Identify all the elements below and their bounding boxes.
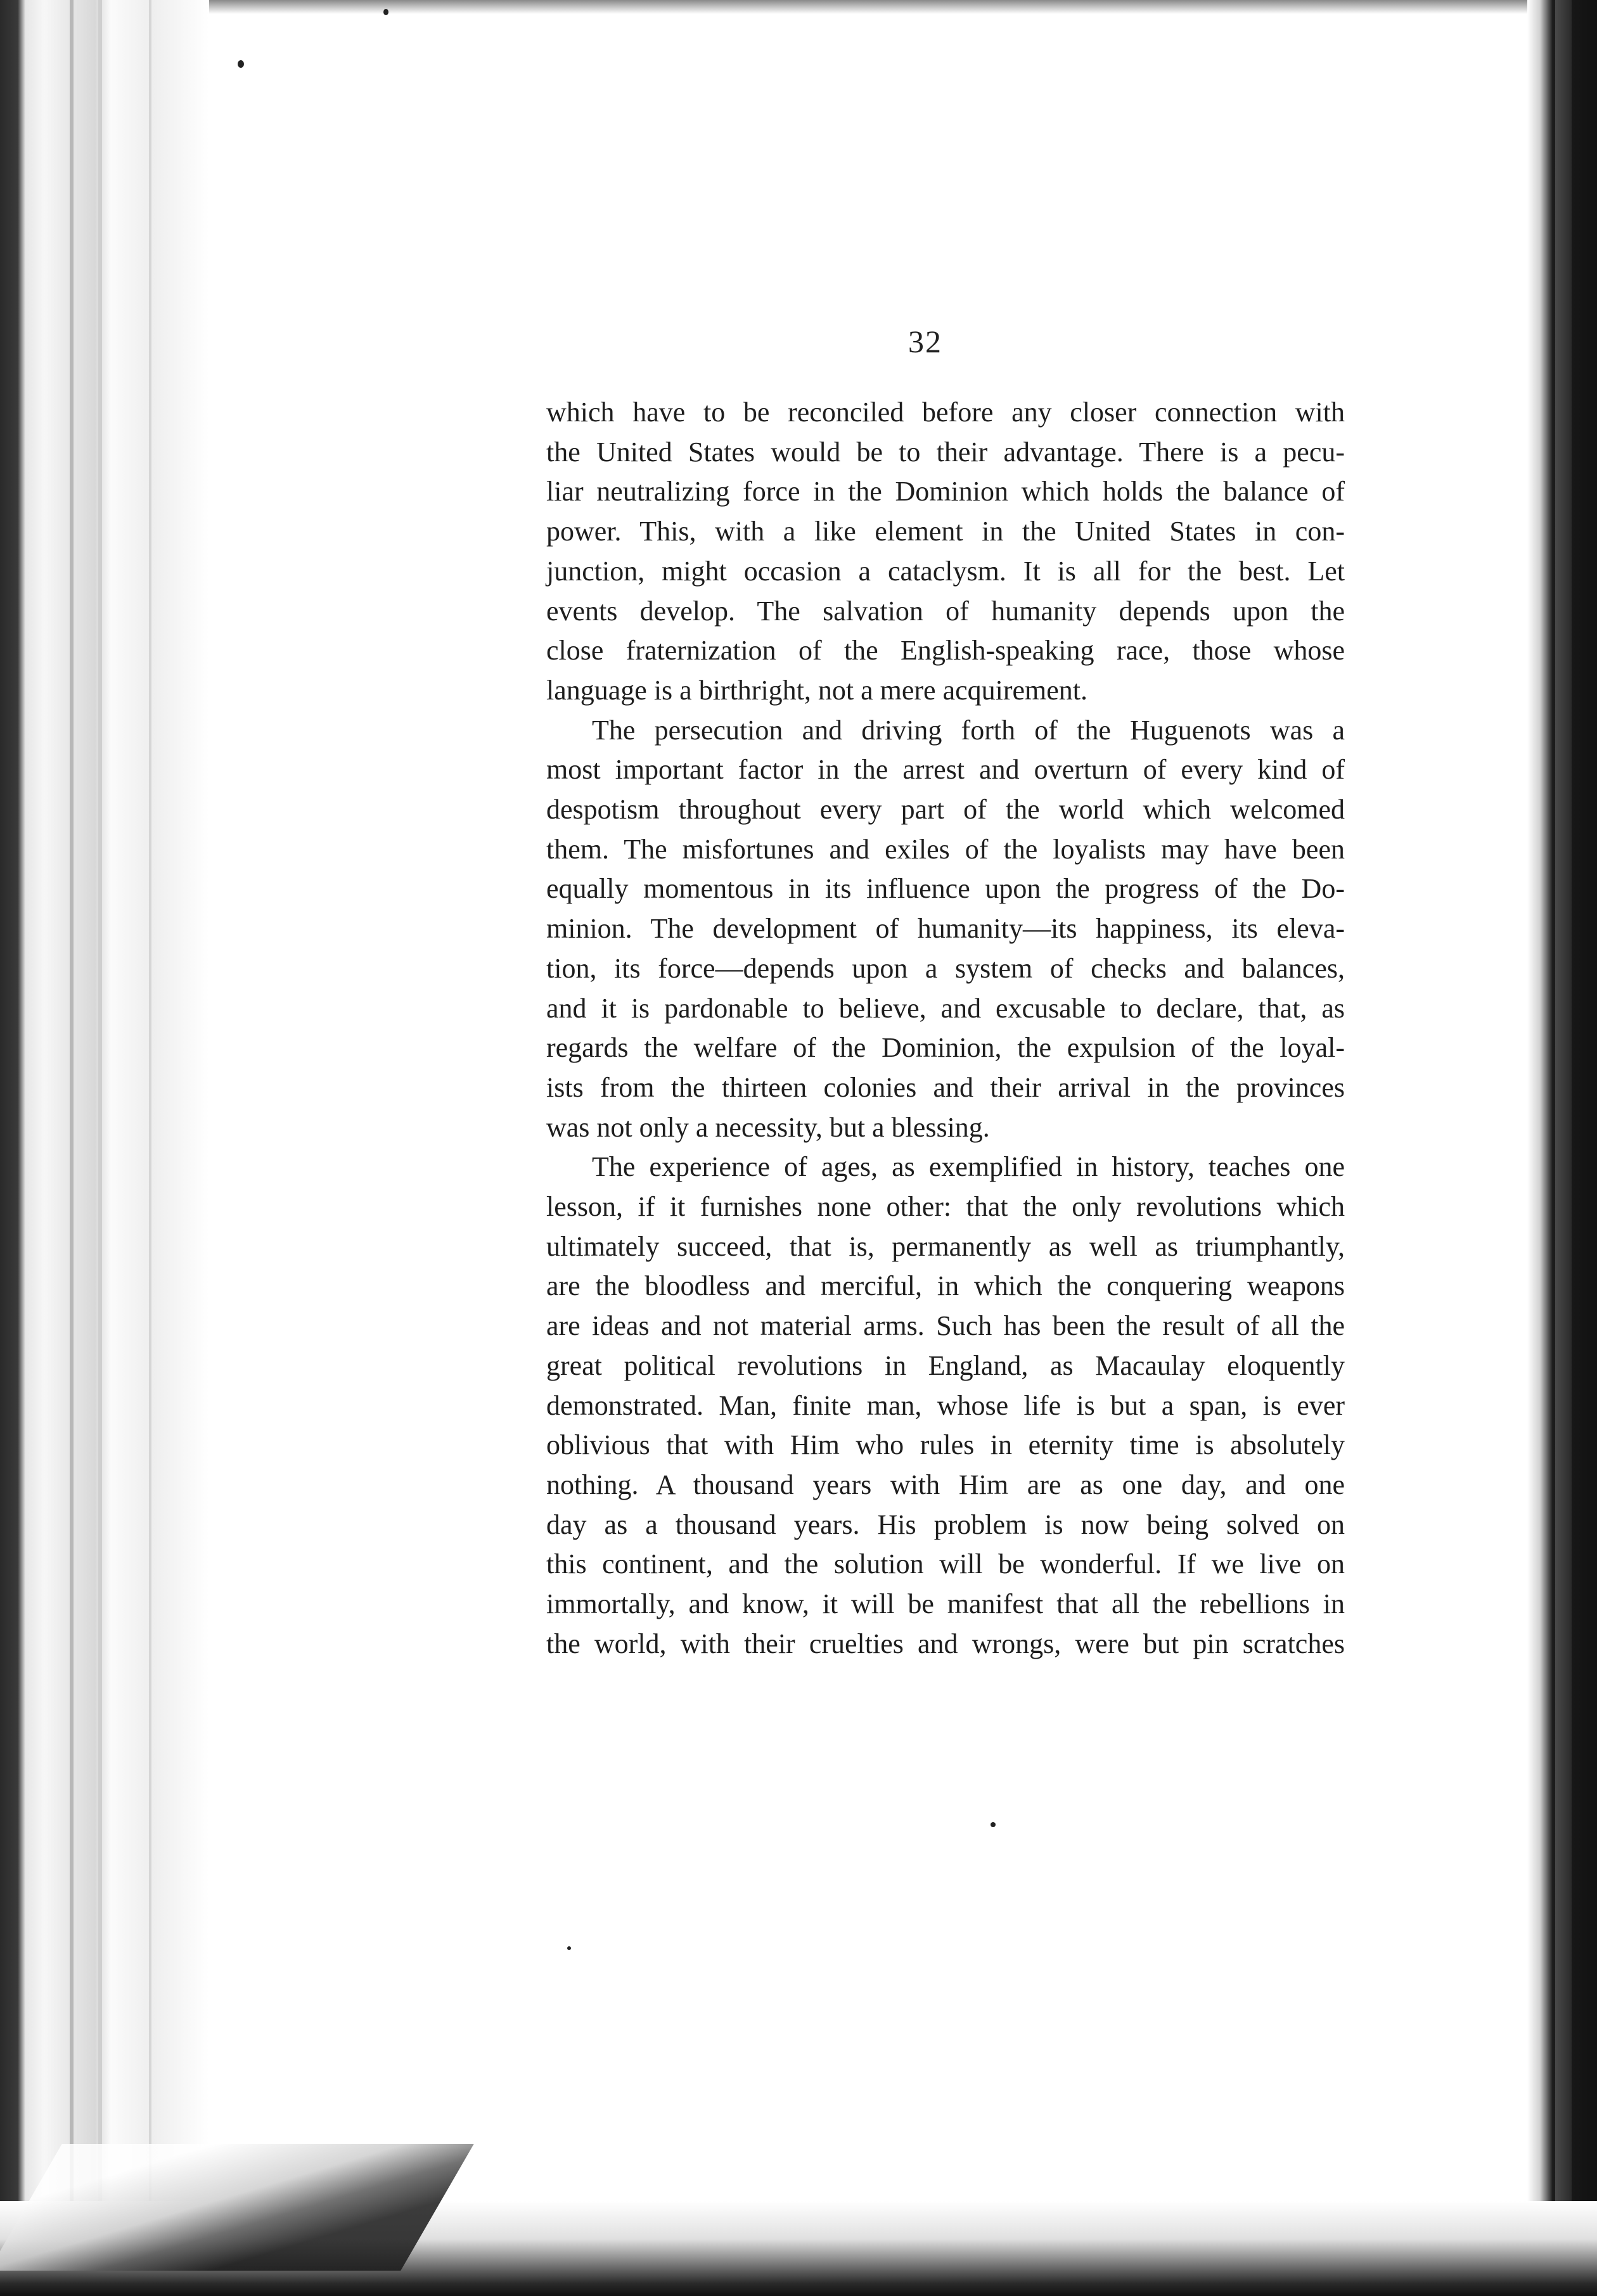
- text-line: lesson, if it furnishes none other: that the only revolutions which: [546, 1191, 1345, 1223]
- text-line: day as a thousand years. His problem is now being solved on: [546, 1508, 1345, 1540]
- text-line: ists from the thirteen colonies and their arrival in the provinces: [546, 1071, 1345, 1103]
- text-line: ultimately succeed, that is, permanently as well as triumphantly,: [546, 1230, 1345, 1262]
- text-line: despotism throughout every part of the world which welcomed: [546, 794, 1345, 826]
- text-line: nothing. A thousand years with Him are as one day, and one: [546, 1469, 1345, 1500]
- scan-left-edge-line: [98, 0, 102, 2296]
- text-line: minion. The development of humanity—its happiness, its eleva-: [546, 913, 1345, 945]
- text-line: them. The misfortunes and exiles of the loyalists may have been: [546, 833, 1345, 865]
- text-line: and it is pardonable to believe, and excusable to declare, that, as: [546, 992, 1345, 1024]
- text-line: power. This, with a like element in the United States in con-: [546, 516, 1345, 547]
- text-line: this continent, and the solution will be wonderful. If we live on: [546, 1548, 1345, 1580]
- text-line: was not only a necessity, but a blessing.: [546, 1111, 990, 1143]
- text-line: most important factor in the arrest and overturn of every kind of: [546, 754, 1345, 786]
- page-number: 32: [908, 324, 942, 359]
- scan-speck: [238, 60, 244, 68]
- text-line: equally momentous in its influence upon the progress of the Do-: [546, 873, 1345, 905]
- text-line: great political revolutions in England, as Macaulay eloquently: [546, 1349, 1345, 1381]
- scan-left-edge-line: [149, 0, 151, 2296]
- text-line: are ideas and not material arms. Such has been the result of all the: [546, 1310, 1345, 1342]
- text-line: close fraternization of the English-speaking race, those whose: [546, 635, 1345, 666]
- text-line: liar neutralizing force in the Dominion which holds the balance of: [546, 476, 1345, 507]
- text-line: which have to be reconciled before any closer connection with: [546, 397, 1345, 428]
- text-line: regards the welfare of the Dominion, the expulsion of the loyal-: [546, 1032, 1345, 1064]
- scan-speck: [383, 9, 388, 15]
- scan-speck: [567, 1946, 571, 1950]
- page-corner-curl: [0, 2144, 474, 2271]
- text-line: demonstrated. Man, finite man, whose life is but a span, is ever: [546, 1389, 1345, 1421]
- scan-speck: [991, 1822, 996, 1827]
- scan-right-edge-inner: [1555, 0, 1572, 2296]
- body-text: [546, 393, 1345, 1664]
- scan-left-edge-line: [70, 0, 74, 2296]
- text-line: language is a birthright, not a mere acquirement.: [546, 674, 1088, 706]
- text-line: the world, with their cruelties and wrongs, were but pin scratches: [546, 1628, 1345, 1659]
- text-line: junction, might occasion a cataclysm. It is all for the best. Let: [546, 555, 1345, 587]
- text-line: tion, its force—depends upon a system of checks and balances,: [546, 952, 1345, 984]
- scan-left-edge: [0, 0, 209, 2296]
- text-line: the United States would be to their advantage. There is a pecu-: [546, 436, 1345, 468]
- text-line: oblivious that with Him who rules in eternity time is absolutely: [546, 1429, 1345, 1461]
- text-line: The experience of ages, as exemplified in history, teaches one: [592, 1151, 1345, 1183]
- text-line: immortally, and know, it will be manifest that all the rebellions in: [546, 1588, 1345, 1620]
- text-line: are the bloodless and merciful, in which the conquering weapons: [546, 1270, 1345, 1302]
- scan-top-edge: [0, 0, 1597, 14]
- text-line: The persecution and driving forth of the Huguenots was a: [592, 714, 1345, 746]
- text-line: events develop. The salvation of humanity depends upon the: [546, 595, 1345, 627]
